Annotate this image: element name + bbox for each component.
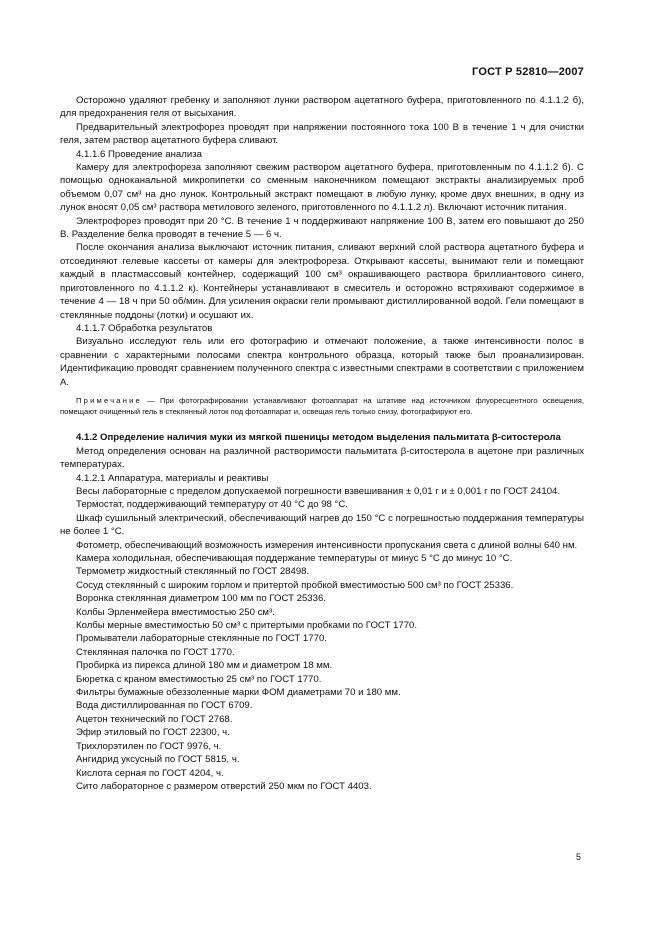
equipment-item: Трихлорэтилен по ГОСТ 9976, ч. [76,740,222,752]
equipment-item: Фотометр, обеспечивающий возможность измерения интенсивности пропускания света с длиной волны 640 нм. [76,539,578,551]
equipment-item: Кислота серная по ГОСТ 4204, ч. [76,767,224,779]
paragraph: Осторожно удаляют гребенку и заполняют лунки раствором ацетатного буфера, приготовленного по 4.1.1.2 б), для предохранения геля от высыхания. [60,95,584,120]
equipment-item: Бюретка с краном вместимостью 25 см³ по ГОСТ 1770. [76,673,322,685]
equipment-item: Термостат, поддерживающий температуру от 40 °С до 98 °С. [76,499,348,511]
paragraph: После окончания анализа выключают источник питания, сливают верхний слой раствора ацетатного буфера и отсоединяют гелевые кассеты от камеры для электрофореза. Открывают кассеты, вынимают гели и помещают каждый в пластмассовый контейнер, содержащий 100 см³ окрашивающего раствора бриллиантового синего, приготовленного по 4.1.1.2 к). Контейнеры устанавливают в смеситель и осторожно встряхивают содержимое в течение 4 — 18 ч при 50 об/мин. Для усиления окраски гели промывают дистиллированной водой. Гели помещают в стеклянные поддоны (лотки) и осушают их. [60,242,584,321]
note-label: Примечание [76,395,142,405]
equipment-item: Ацетон технический по ГОСТ 2768. [76,713,233,725]
equipment-item: Воронка стеклянная диаметром 100 мм по ГОСТ 25336. [76,593,326,605]
subsection-heading: 4.1.1.6 Проведение анализа [76,148,202,160]
paragraph: Камеру для электрофореза заполняют свежим раствором ацетатного буфера, приготовленным по 4.1.1.2 б). С помощью одноканальной микропипетки со сменным наконечником помещают экстракты анализируемых проб объемом 0,07 см³ на дно лунок. Контрольный экстракт помещают в любую лунку, кроме двух внешних, в одну из лунок вносят 0,05 см³ раствора метилового зеленого, приготовленного по 4.1.1.2 л). Включают источник питания. [60,162,584,214]
section-intro: Метод определения основан на различной растворимости пальмитата β-ситостерола в ацетоне при различных температурах. [60,445,584,471]
subsection-heading: 4.1.1.7 Обработка результатов [76,322,213,334]
equipment-item: Вода дистиллированная по ГОСТ 6709. [76,700,253,712]
subsection-heading: 4.1.2.1 Аппаратура, материалы и реактивы [76,472,269,484]
document-body [60,94,584,793]
equipment-item: Колбы мерные вместимостью 50 см³ с притертыми пробками по ГОСТ 1770. [76,620,418,632]
equipment-item: Пробирка из пирекса длиной 180 мм и диаметром 18 мм. [76,660,333,672]
page-number: 5 [576,852,582,862]
equipment-item: Промыватели лабораторные стеклянные по ГОСТ 1770. [76,633,327,645]
paragraph: Визуально исследуют гель или его фотографию и отмечают положение, а также интенсивности полос в сравнении с характерными полосами спектра контрольного образца, который также был проанализирован. Идентификацию проводят сравнением полученного спектра с известными спектрами в соответствии с приложением А. [60,336,584,388]
paragraph: Электрофорез проводят при 20 °С. В течение 1 ч поддерживают напряжение 100 В, затем его повышают до 250 В. Разделение белка проводят в течение 5 — 6 ч. [60,215,584,241]
equipment-item: Эфир этиловый по ГОСТ 22300, ч. [76,727,230,739]
equipment-item: Камера холодильная, обеспечивающая поддержание температуры от минус 5 °С до минус 10 °С. [76,553,513,564]
section-title: 4.1.2 Определение наличия муки из мягкой пшеницы методом выделения пальмитата β-ситостерола [76,432,561,444]
equipment-item: Ангидрид уксусный по ГОСТ 5815, ч. [76,754,240,766]
equipment-item: Фильтры бумажные обеззоленные марки ФОМ диаметрами 70 и 180 мм. [76,687,401,699]
equipment-item: Весы лабораторные с пределом допускаемой погрешности взвешивания ± 0,01 г и ± 0,001 г по ГОСТ 24104. [76,485,561,497]
note-text: — При фотографировании устанавливают фотоаппарат на штативе над источником флуоресцентного освещения, помещают очищенный гель в стеклянный лоток под фотоаппарат и, освещая гель только снизу, фотографируют его. [60,395,584,417]
equipment-item: Колбы Эрленмейера вместимостью 250 см³. [76,606,275,618]
equipment-item: Стеклянная палочка по ГОСТ 1770. [76,646,235,658]
standard-header: ГОСТ Р 52810—2007 [472,66,584,78]
equipment-item: Сосуд стеклянный с широким горлом и притертой пробкой вместимостью 500 см³ по ГОСТ 25336. [76,579,514,591]
equipment-item: Шкаф сушильный электрический, обеспечивающий нагрев до 150 °С с погрешностью поддержания температуры не более 1 °С. [60,512,584,538]
equipment-item: Термометр жидкостный стеклянный по ГОСТ 28498. [76,566,310,578]
paragraph: Предварительный электрофорез проводят при напряжении постоянного тока 100 В в течение 1 ч для очистки геля, затем раствор ацетатного буфера сливают. [60,121,584,147]
note [60,395,584,417]
equipment-item: Сито лабораторное с размером отверстий 250 мкм по ГОСТ 4403. [76,780,372,792]
